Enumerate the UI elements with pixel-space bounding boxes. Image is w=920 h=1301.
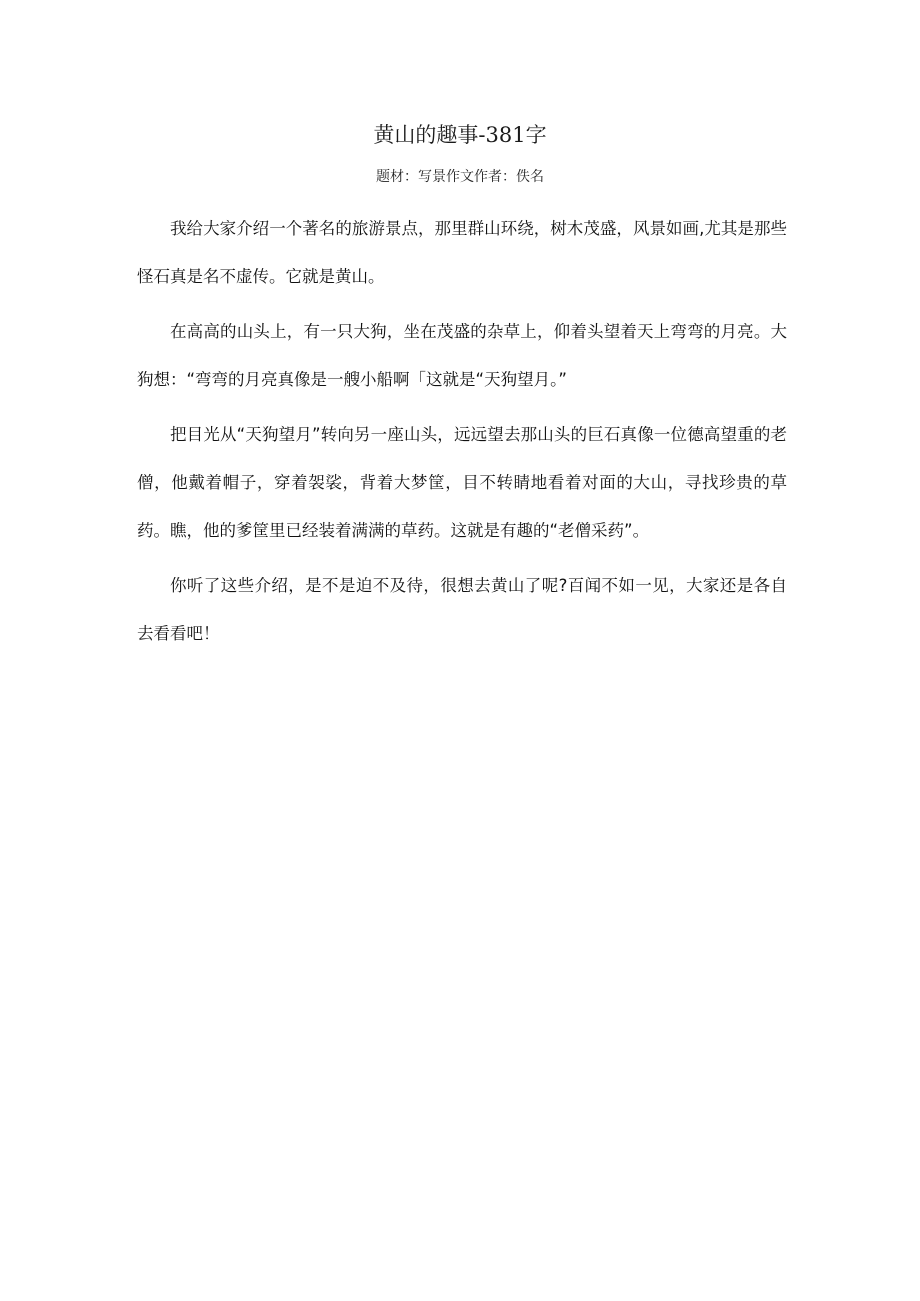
document-meta: 题材：写景作文作者：佚名	[376, 169, 544, 185]
paragraph: 我给大家介绍一个著名的旅游景点，那里群山环绕，树木茂盛，风景如画,尤其是那些怪石真是名不虚传。它就是黄山。	[137, 219, 787, 286]
document-title: 黄山的趣事-381字	[373, 123, 547, 147]
paragraph: 把目光从“天狗望月”转向另一座山头，远远望去那山头的巨石真像一位德高望重的老僧，他戴着帽子，穿着袈裟，背着大梦筐，目不转睛地看着对面的大山，寻找珍贵的草药。瞧，他的爹筐里已经装着满满的草药。这就是有趣的“老僧采药”。	[137, 425, 787, 540]
document-body	[137, 205, 787, 665]
paragraph: 在高高的山头上，有一只大狗，坐在茂盛的杂草上，仰着头望着天上弯弯的月亮。大狗想：“弯弯的月亮真像是一艘小船啊「这就是“天狗望月。”	[137, 322, 787, 389]
paragraph: 你听了这些介绍，是不是迫不及待，很想去黄山了呢?百闻不如一见，大家还是各自去看看吧！	[137, 576, 787, 643]
